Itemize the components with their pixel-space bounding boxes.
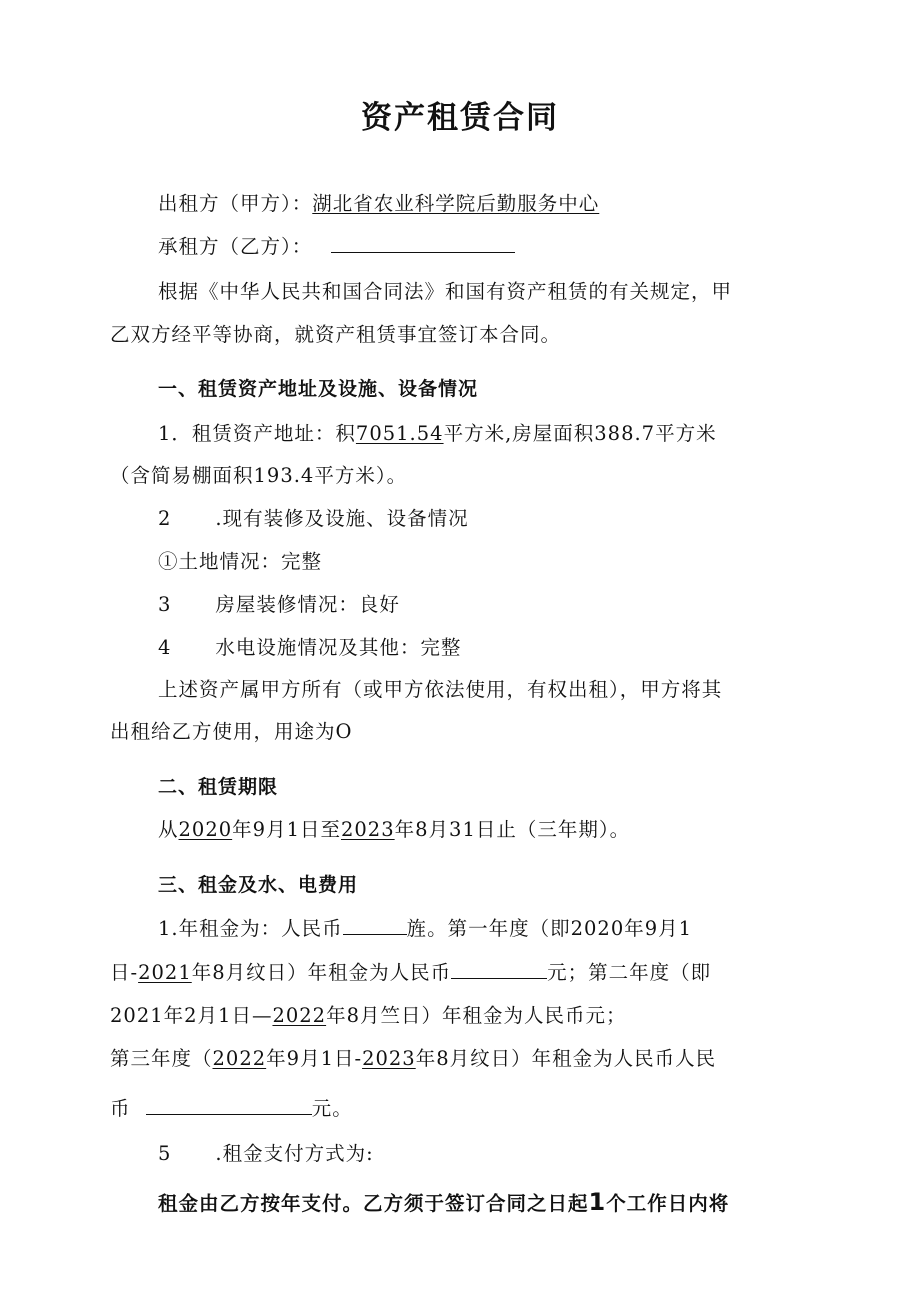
section1-para-line2: 出租给乙方使用，用途为O [110,720,353,743]
term-start-year: 2020 [178,818,233,841]
rent-l4-start: 第三年度（ [110,1047,213,1070]
rent-l3-start: 2021年2月1日— [110,1004,273,1027]
rent-l4-end: 年8月纹日）年租金为人民币人民 [415,1047,717,1070]
item1-prefix: 1．租赁资产地址：积 [158,422,356,445]
rent-l5-start: 币 [110,1097,131,1120]
term-mid: 年9月1日至 [232,818,341,841]
rent-line-1 [158,913,692,941]
term-end: 年8月31日止（三年期）。 [394,818,631,841]
rent-l5-end: 元。 [311,1097,353,1120]
sub3-text: 房屋装修情况：良好 [215,593,400,616]
rent-line-2 [110,957,711,985]
rent-l2-start: 日- [110,961,139,984]
item1-suffix: 平方米,房屋面积388.7平方米 [443,422,717,445]
payment-terms-start: 租金由乙方按年支付。乙方须于签订合同之日起 [158,1192,589,1215]
section1-sub3 [158,589,400,617]
rent-l4-year2: 2023 [362,1047,416,1070]
rent-line-5 [110,1093,353,1121]
item5-text: .租金支付方式为: [215,1142,374,1165]
rent-l2-year: 2021 [138,961,192,984]
item2-number: 2 [158,507,172,530]
rent-l3-year: 2022 [272,1004,327,1027]
lessee-blank [331,234,515,253]
rent-l3-end: 年8月竺日）年租金为人民币元； [326,1004,627,1027]
item2-text: .现有装修及设施、设备情况 [215,507,469,530]
section1-sub1: ①土地情况：完整 [158,550,323,573]
lessee-line [158,231,515,259]
payment-days: 1 [588,1188,607,1216]
item5-number: 5 [158,1142,172,1165]
section1-item1-line2: （含简易棚面积193.4平方米）。 [110,464,408,487]
section3-heading: 三、租金及水、电费用 [158,874,359,896]
document-title: 资产租赁合同 [361,100,559,136]
rent-line-4 [110,1043,716,1071]
rent-blank-year1 [451,960,547,979]
rent-l1-rest: 旌。第一年度（即2020年9月1 [406,917,693,940]
term-end-year: 2023 [340,818,395,841]
item1-area: 7051.54 [355,422,444,445]
rent-l2-end: 元；第二年度（即 [547,961,712,984]
section2-term [158,814,630,842]
rent-l4-mid: 年9月1日- [266,1047,363,1070]
rent-blank-annual [343,916,407,935]
section1-item1 [158,418,717,446]
term-from: 从 [158,818,179,841]
rent-l4-year1: 2022 [212,1047,267,1070]
section1-item2 [158,503,469,531]
rent-l2-mid: 年8月纹日）年租金为人民币 [191,961,452,984]
rent-blank-year3 [146,1096,312,1115]
payment-terms-end: 个工作日内将 [606,1192,730,1215]
section2-heading: 二、租赁期限 [158,776,279,798]
sub4-text: 水电设施情况及其他：完整 [215,636,462,659]
payment-terms-line [158,1188,729,1216]
lessor-label: 出租方（甲方）： [158,192,313,215]
section1-heading: 一、租赁资产地址及设施、设备情况 [158,378,479,400]
section1-sub4 [158,632,461,660]
rent-line-3 [110,1000,627,1028]
payment-method [158,1138,374,1166]
lessor-line [158,188,599,216]
lessor-name: 湖北省农业科学院后勤服务中心 [312,192,600,215]
sub4-number: 4 [158,636,172,659]
intro-line-1: 根据《中华人民共和国合同法》和国有资产租赁的有关规定，甲 [158,280,733,303]
rent-l1-label: 1.年租金为：人民币 [158,917,343,940]
section1-para-line1: 上述资产属甲方所有（或甲方依法使用，有权出租），甲方将其 [158,678,723,701]
intro-line-2: 乙双方经平等协商，就资产租赁事宜签订本合同。 [110,323,562,346]
sub3-number: 3 [158,593,172,616]
lessee-label: 承租方（乙方）： [158,235,313,258]
